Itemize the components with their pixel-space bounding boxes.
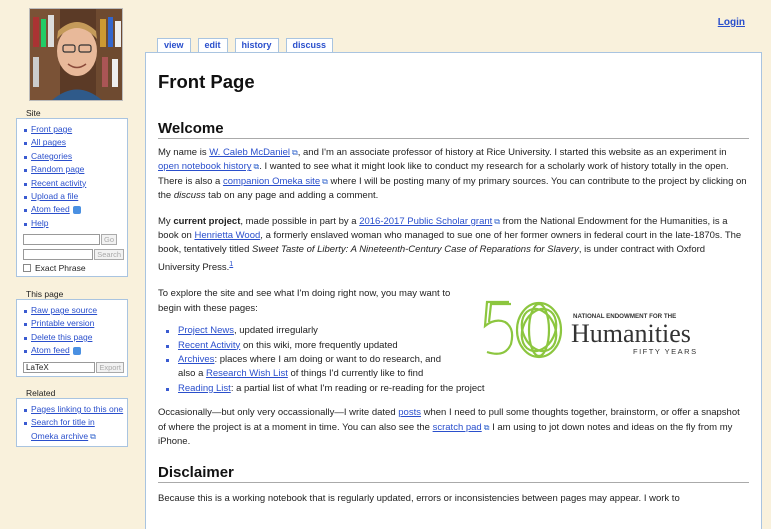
export-format-select[interactable]: LaTeX bbox=[23, 362, 95, 373]
sidebar-item-printable[interactable]: Printable version bbox=[23, 317, 124, 330]
external-link-icon: ⧉ bbox=[322, 176, 328, 186]
open-notebook-link[interactable]: open notebook history bbox=[158, 161, 252, 173]
go-button[interactable]: Go bbox=[101, 234, 117, 245]
list-item: Reading List: a partial list of what I'm reading or re-reading for the project bbox=[166, 382, 626, 396]
exact-phrase-checkbox[interactable] bbox=[23, 264, 31, 272]
recent-activity-link[interactable]: Recent Activity bbox=[178, 339, 241, 351]
exact-phrase-label: Exact Phrase bbox=[35, 263, 86, 274]
neh-fifty-mark bbox=[485, 302, 563, 357]
tab-view[interactable]: view bbox=[157, 38, 191, 52]
disclaimer-heading: Disclaimer bbox=[158, 464, 749, 483]
go-input[interactable] bbox=[23, 234, 100, 245]
list-item: Project News, updated irregularly bbox=[166, 324, 458, 338]
project-paragraph: My current project, made possible in part by a 2016-2017 Public Scholar grant ⧉ from the National Endowment for the Humanities, is a book on Henrietta Wood, a formerly enslaved woman who managed to sue one of her former owners in federal court in the late-1870s. The book, tentatively titled Sweet Taste of Liberty: A Nineteenth-Century Case of Reparations for Slavery, is under contract with Oxford University Press.$^1$ bbox=[158, 215, 742, 273]
search-input[interactable] bbox=[23, 249, 93, 260]
feed-icon bbox=[73, 206, 81, 214]
disclaimer-paragraph: Because this is a working notebook that is regularly updated, errors or inconsistencies between pages may appear. I work to bbox=[158, 493, 680, 505]
tab-edit[interactable]: edit bbox=[198, 38, 228, 52]
tab-history[interactable]: history bbox=[235, 38, 279, 52]
sidebar-item-upload-file[interactable]: Upload a file bbox=[23, 190, 124, 203]
this-page-portlet-title: This page bbox=[26, 289, 64, 299]
sidebar-item-raw-source[interactable]: Raw page source bbox=[23, 304, 124, 317]
sidebar-item-recent-activity[interactable]: Recent activity bbox=[23, 177, 124, 190]
sidebar-item-pages-linking[interactable]: Pages linking to this one bbox=[23, 403, 124, 416]
external-link-icon: ⧉ bbox=[292, 148, 298, 157]
project-news-link[interactable]: Project News bbox=[178, 325, 234, 337]
posts-paragraph: Occasionally—but only very occassionally—I write dated posts when I need to pull some thoughts together, brainstorm, or offer a snapshot of where the project is at a moment in time. You can also see the scratch pad ⧉ I am using to jot down notes and ideas on the fly from my iPhone. bbox=[158, 407, 740, 448]
search-button[interactable]: Search bbox=[94, 249, 124, 260]
neh-line1: NATIONAL ENDOWMENT FOR THE bbox=[573, 313, 677, 320]
sidebar-item-help[interactable]: Help bbox=[23, 217, 124, 230]
this-page-portlet bbox=[16, 289, 128, 377]
sidebar-item-delete-page[interactable]: Delete this page bbox=[23, 331, 124, 344]
research-wish-list-link[interactable]: Research Wish List bbox=[206, 368, 288, 380]
external-link-icon: ⧉ bbox=[483, 422, 490, 432]
posts-link[interactable]: posts bbox=[398, 407, 421, 419]
sidebar-item-categories[interactable]: Categories bbox=[23, 150, 124, 163]
list-item: Recent Activity on this wiki, more frequently updated bbox=[166, 339, 458, 353]
external-link-icon: ⧉ bbox=[253, 162, 260, 172]
login-link[interactable]: Login bbox=[717, 17, 745, 28]
tab-discuss[interactable]: discuss bbox=[286, 38, 334, 52]
archives-link[interactable]: Archives bbox=[178, 354, 215, 366]
related-portlet-title: Related bbox=[26, 388, 56, 398]
grant-link[interactable]: 2016-2017 Public Scholar grant bbox=[359, 215, 493, 227]
sidebar-item-page-atom-feed[interactable]: Atom feed bbox=[23, 344, 124, 357]
neh-line3: FIFTY YEARS bbox=[633, 347, 698, 356]
author-portrait bbox=[29, 8, 123, 101]
neh-line2: Humanities bbox=[571, 319, 691, 348]
sidebar-item-front-page[interactable]: Front page bbox=[23, 123, 124, 136]
main-content bbox=[145, 52, 762, 529]
sidebar-item-random-page[interactable]: Random page bbox=[23, 163, 124, 176]
external-link-icon: ⧉ bbox=[494, 216, 500, 226]
author-link[interactable]: W. Caleb McDaniel bbox=[209, 147, 290, 158]
neh-50-logo bbox=[481, 296, 741, 366]
scratch-pad-link[interactable]: scratch pad bbox=[432, 421, 482, 433]
external-link-icon: ⧉ bbox=[90, 431, 96, 441]
omeka-site-link[interactable]: companion Omeka site bbox=[222, 175, 321, 187]
site-portlet bbox=[16, 108, 128, 277]
intro-paragraph: My name is W. Caleb McDaniel ⧉, and I'm an associate professor of history at Rice University. I started this website as an experiment in open notebook history ⧉. I wanted to see what it might look like to conduct my research for a scholarly work of history totally in the open. There is also a companion Omeka site ⧉ where I will be posting many of my primary sources. You can contribute to the project by clicking on the discuss tab on any page and adding a comment. bbox=[158, 147, 747, 202]
feed-icon bbox=[73, 347, 81, 355]
site-portlet-title: Site bbox=[26, 108, 41, 118]
project-pages-list bbox=[158, 324, 485, 396]
welcome-heading: Welcome bbox=[158, 120, 749, 139]
related-portlet bbox=[16, 388, 128, 447]
sidebar-item-all-pages[interactable]: All pages bbox=[23, 136, 124, 149]
explore-paragraph: To explore the site and see what I'm doing right now, you may want to begin with these pages: bbox=[158, 288, 451, 314]
henrietta-wood-link[interactable]: Henrietta Wood bbox=[194, 230, 261, 242]
export-button[interactable]: Export bbox=[96, 362, 124, 373]
reading-list-link[interactable]: Reading List bbox=[178, 382, 231, 394]
sidebar-item-atom-feed[interactable]: Atom feed bbox=[23, 203, 124, 216]
sidebar-item-omeka-search[interactable]: Search for title in Omeka archive ⧉ bbox=[23, 416, 124, 443]
footnote-link[interactable]: 1 bbox=[229, 260, 234, 268]
page-title: Front Page bbox=[158, 71, 255, 92]
page-tabs bbox=[157, 38, 340, 52]
list-item: Archives: places where I am doing or want to do research, and also a Research Wish List of things I'd currently like to find bbox=[166, 353, 458, 382]
